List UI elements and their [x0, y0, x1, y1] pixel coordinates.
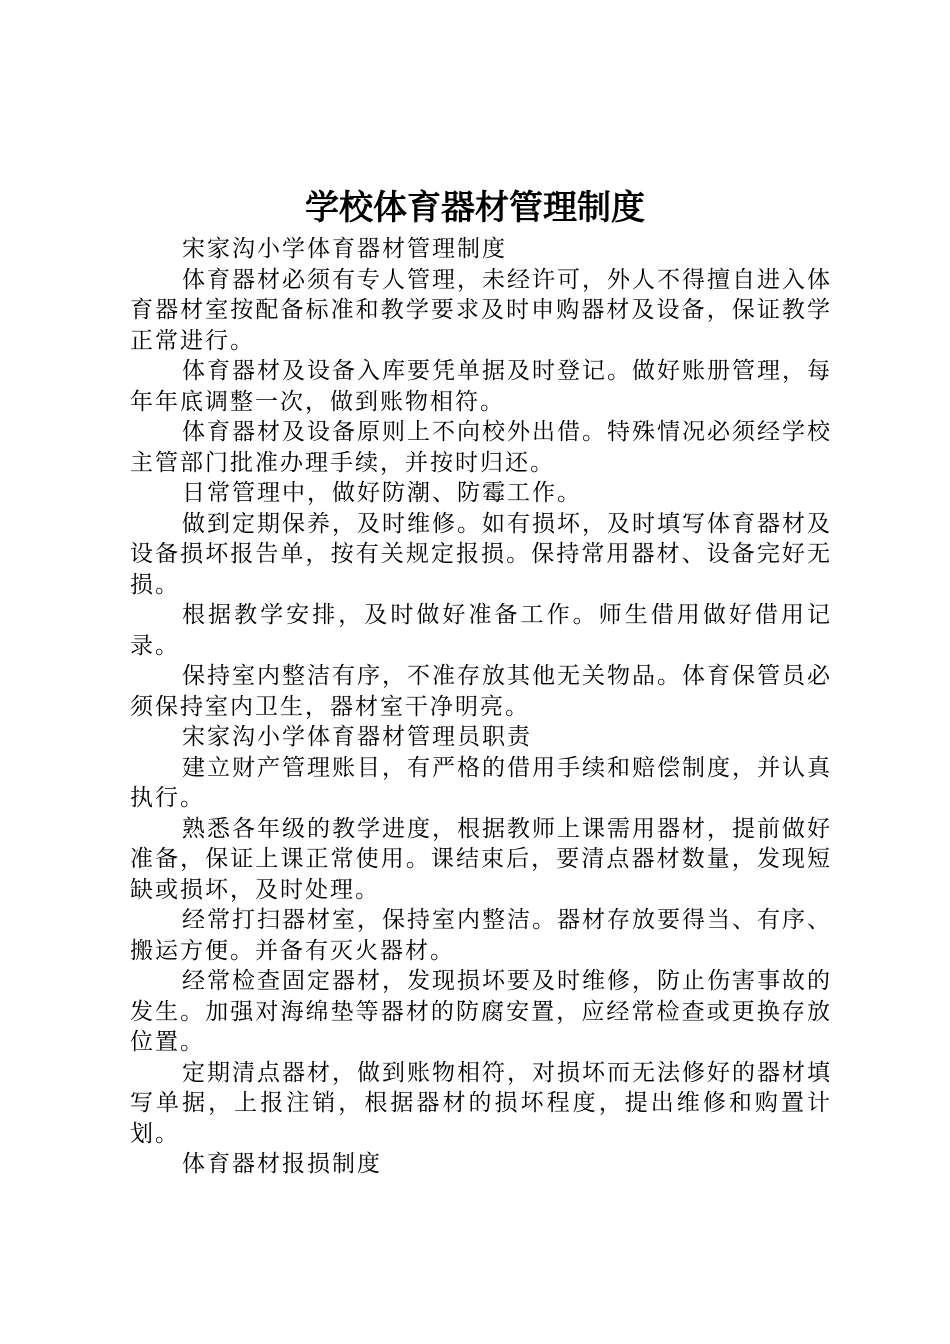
section-heading-damage-report-rules: 体育器材报损制度: [182, 1151, 382, 1177]
document-body: [130, 234, 832, 1180]
section-heading-administrator-duties: 宋家沟小学体育器材管理员职责: [182, 724, 532, 750]
paragraph: 定期清点器材，做到账物相符，对损坏而无法修好的器材填写单据，上报注销，根据器材的损坏程度，提出维修和购置计划。: [130, 1059, 832, 1147]
paragraph: 做到定期保养，及时维修。如有损坏，及时填写体育器材及设备损坏报告单，按有关规定报损。保持常用器材、设备完好无损。: [130, 510, 832, 598]
paragraph: 体育器材必须有专人管理，未经许可，外人不得擅自进入体育器材室按配备标准和教学要求及时申购器材及设备，保证教学正常进行。: [130, 266, 832, 354]
paragraph: 体育器材及设备入库要凭单据及时登记。做好账册管理，每年年底调整一次，做到账物相符。: [130, 358, 832, 415]
paragraph: 熟悉各年级的教学进度，根据教师上课需用器材，提前做好准备，保证上课正常使用。课结束后，要清点器材数量，发现短缺或损坏，及时处理。: [130, 815, 832, 903]
paragraph: 日常管理中，做好防潮、防霉工作。: [182, 480, 582, 506]
paragraph: 根据教学安排，及时做好准备工作。师生借用做好借用记录。: [130, 602, 832, 659]
section-heading-management-rules: 宋家沟小学体育器材管理制度: [182, 236, 507, 262]
paragraph: 经常检查固定器材，发现损坏要及时维修，防止伤害事故的发生。加强对海绵垫等器材的防腐安置，应经常检查或更换存放位置。: [130, 968, 832, 1055]
document-title: 学校体育器材管理制度: [305, 188, 645, 228]
paragraph: 体育器材及设备原则上不向校外出借。特殊情况必须经学校主管部门批准办理手续，并按时归还。: [130, 419, 832, 476]
paragraph: 保持室内整洁有序，不准存放其他无关物品。体育保管员必须保持室内卫生，器材室干净明亮。: [130, 663, 832, 720]
paragraph: 经常打扫器材室，保持室内整洁。器材存放要得当、有序、搬运方便。并备有灭火器材。: [130, 907, 832, 964]
paragraph: 建立财产管理账目，有严格的借用手续和赔偿制度，并认真执行。: [130, 754, 832, 811]
